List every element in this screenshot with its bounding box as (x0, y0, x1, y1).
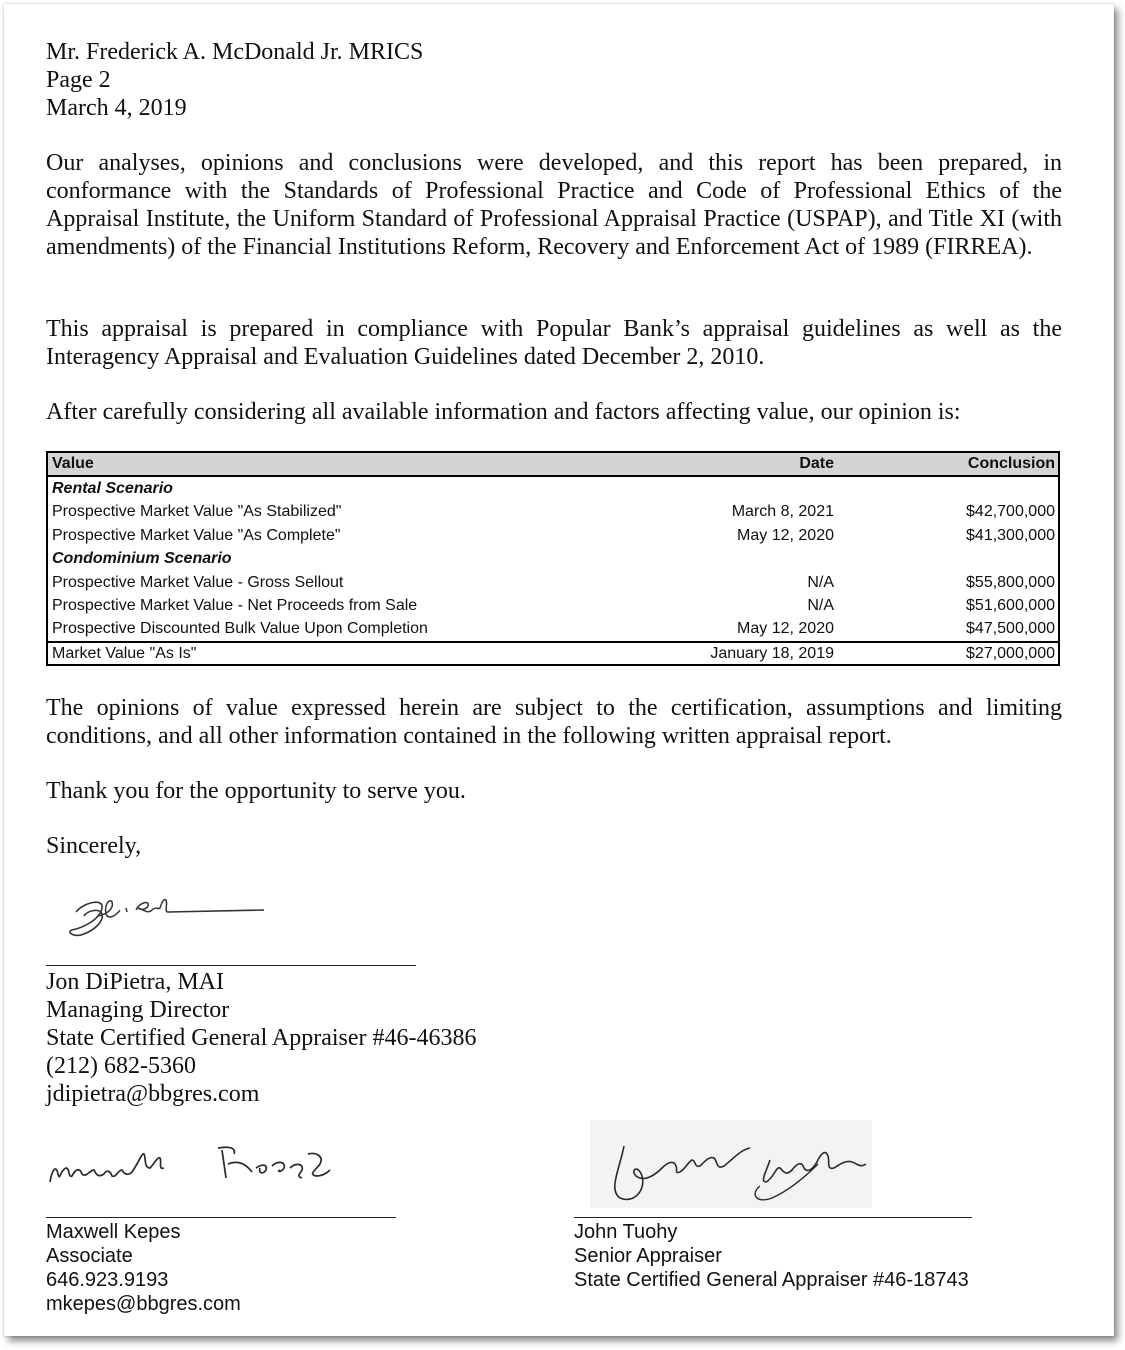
table-row: Prospective Market Value "As Complete" May 12, 2020 $41,300,000 (52, 526, 1055, 544)
table-row: Prospective Market Value "As Stabilized" March 8, 2021 $42,700,000 (52, 503, 1055, 521)
tuohy-title: Senior Appraiser (574, 1245, 722, 1267)
closing-line: Sincerely, (46, 833, 142, 859)
table-row: Prospective Market Value - Net Proceeds from Sale N/A $51,600,000 (52, 596, 1055, 614)
table-row: Prospective Market Value - Gross Sellout N/A $55,800,000 (52, 573, 1055, 591)
kepes-title: Associate (46, 1245, 133, 1267)
tuohy-signature-line (574, 1217, 972, 1218)
dipietra-signature-image (64, 888, 274, 946)
kepes-phone: 646.923.9193 (46, 1269, 169, 1291)
limiting-conditions-paragraph: The opinions of value expressed herein are subject to the certification, assumptions and limiting conditions, and all other information contained in the following written appraisal report. (46, 695, 1062, 749)
as-is-row: Market Value "As Is" January 18, 2019 $27,000,000 (48, 641, 1058, 664)
tuohy-license: State Certified General Appraiser #46-18743 (574, 1269, 969, 1291)
dipietra-block (46, 968, 477, 1108)
kepes-name: Maxwell Kepes (46, 1221, 181, 1243)
dipietra-email: jdipietra@bbgres.com (46, 1081, 260, 1107)
header-value: Value (52, 455, 94, 472)
dipietra-phone: (212) 682-5360 (46, 1053, 196, 1079)
page-number: Page 2 (46, 67, 111, 93)
letter-date: March 4, 2019 (46, 95, 187, 121)
rental-scenario-heading: Rental Scenario (52, 480, 173, 497)
kepes-signature-line (46, 1217, 396, 1218)
thank-you-line: Thank you for the opportunity to serve you. (46, 778, 466, 804)
table-header-row (48, 453, 1058, 477)
tuohy-name: John Tuohy (574, 1221, 678, 1243)
opinion-intro: After carefully considering all available information and factors affecting value, our opinion is: (46, 399, 961, 425)
dipietra-title: Managing Director (46, 997, 230, 1023)
kepes-signature-image (46, 1134, 336, 1200)
compliance-paragraph: This appraisal is prepared in compliance with Popular Bank’s appraisal guidelines as well as the Interagency Appraisal and Evaluation Guidelines dated December 2, 2010. (46, 316, 1062, 370)
standards-paragraph: Our analyses, opinions and conclusions were developed, and this report has been prepared, in conformance with the Standards of Professional Practice and Code of Professional Ethics of the Appraisal Institute, the Uniform Standard of Professional Appraisal Practice (USPAP), and Title XI (with amendments) of the Financial Institutions Reform, Recovery and Enforcement Act of 1989 (FIRREA). (46, 150, 1062, 260)
letter-header (46, 38, 423, 122)
tuohy-signature-image (590, 1120, 872, 1208)
tuohy-block (574, 1220, 969, 1292)
letter-page (4, 4, 1114, 1336)
kepes-block (46, 1220, 241, 1316)
header-date: Date (799, 455, 834, 472)
dipietra-license: State Certified General Appraiser #46-46386 (46, 1025, 477, 1051)
kepes-email: mkepes@bbgres.com (46, 1293, 241, 1315)
dipietra-name: Jon DiPietra, MAI (46, 969, 224, 995)
condominium-scenario-heading: Condominium Scenario (52, 550, 232, 568)
dipietra-signature-line (46, 965, 416, 966)
value-conclusion-table (46, 451, 1060, 666)
header-conclusion: Conclusion (967, 455, 1055, 472)
recipient-name: Mr. Frederick A. McDonald Jr. MRICS (46, 39, 424, 65)
table-row: Prospective Discounted Bulk Value Upon Completion May 12, 2020 $47,500,000 (52, 620, 1055, 638)
